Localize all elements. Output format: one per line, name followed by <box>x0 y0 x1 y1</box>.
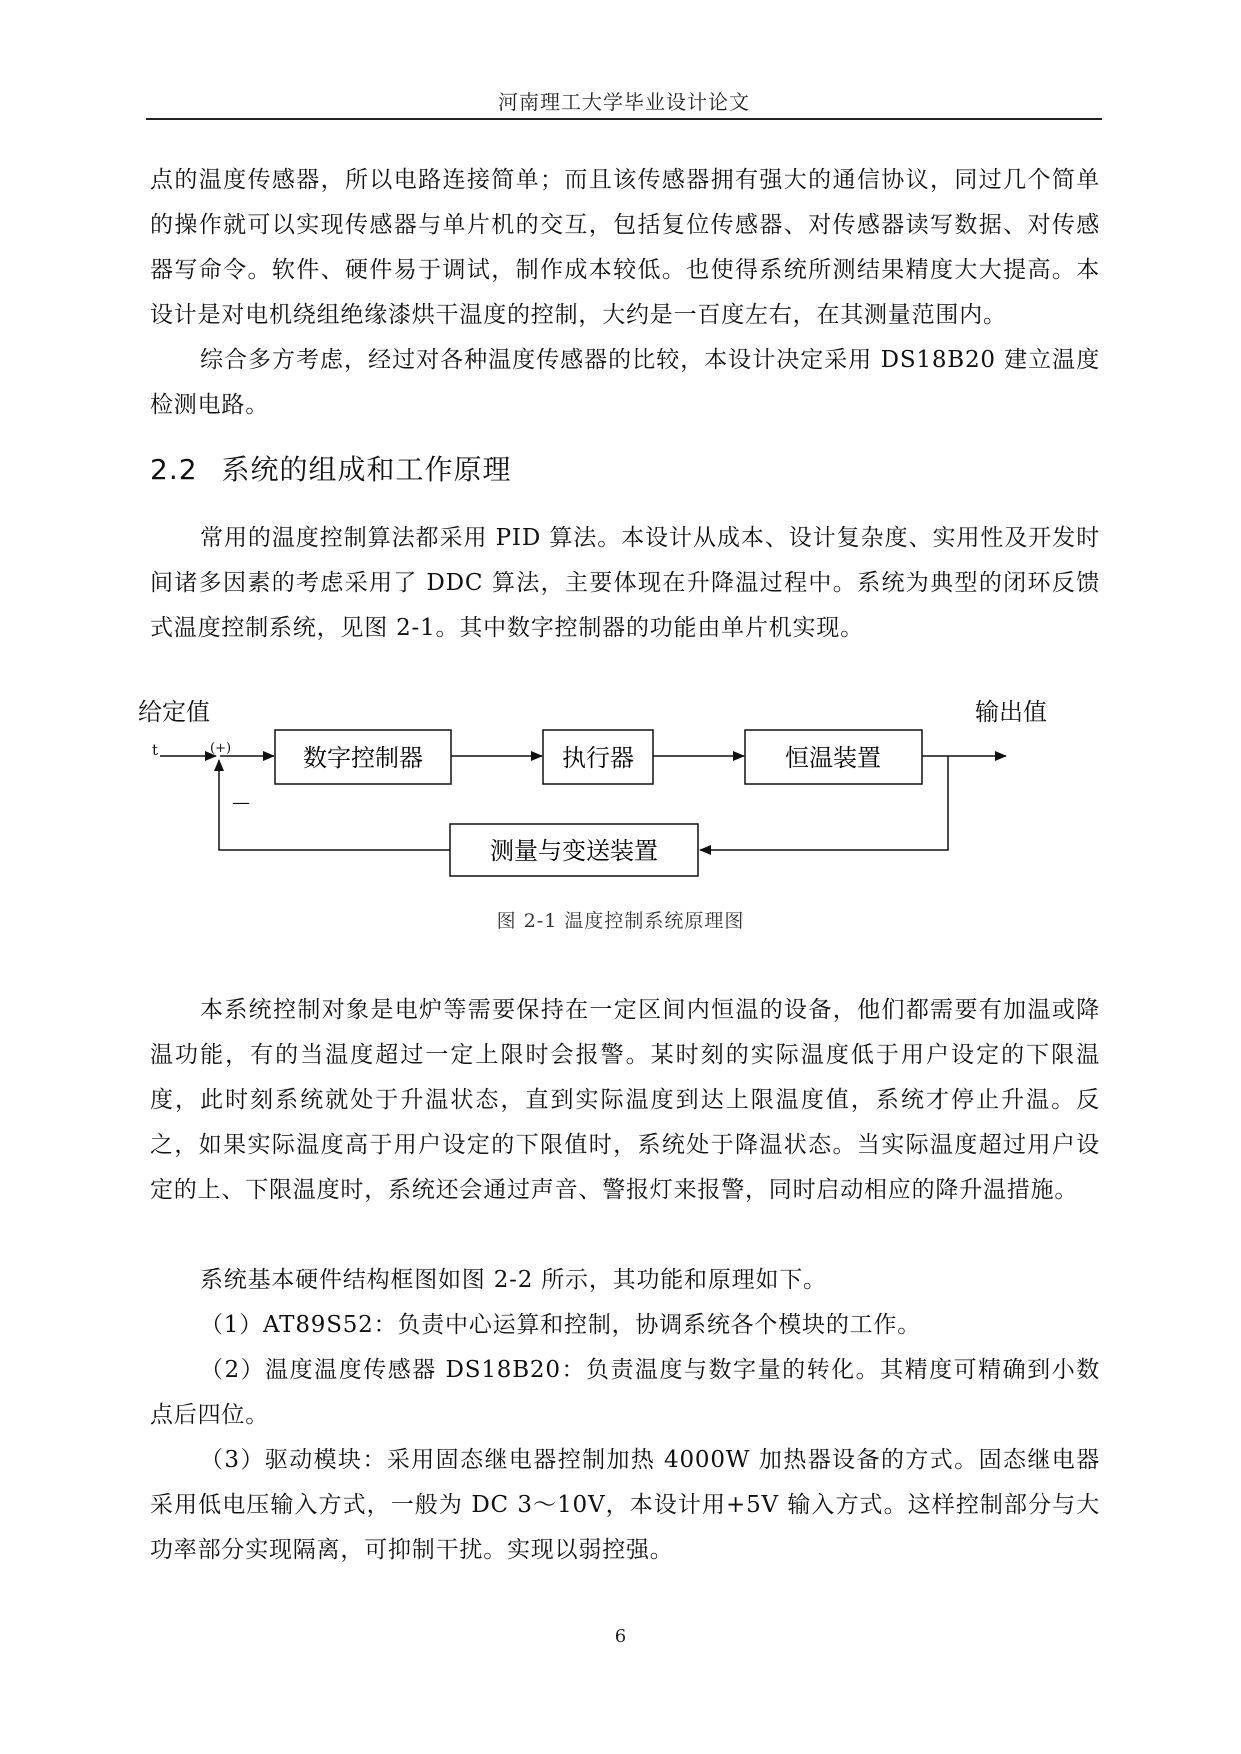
actuator-block-label: 执行器 <box>562 744 634 772</box>
figure-caption: 图 2-1 温度控制系统原理图 <box>496 910 745 932</box>
plant-block-label: 恒温装置 <box>785 744 881 772</box>
input-symbol: t <box>152 741 159 759</box>
feedback-block-label: 测量与变送装置 <box>490 837 658 865</box>
controller-block-label: 数字控制器 <box>303 744 423 772</box>
header-rule <box>146 118 1102 120</box>
input-label: 给定值 <box>138 698 210 726</box>
summing-minus-sign: — <box>232 792 250 813</box>
paragraph-control-object: 本系统控制对象是电炉等需要保持在一定区间内恒温的设备，他们都需要有加温或降温功能，有的当温度超过一定上限时会报警。某时刻的实际温度低于用户设定的下限温度，此时刻系统就处于升温状态，直到实际温度到达上限温度值，系统才停止升温。反之，如果实际温度高于用户设定的下限值时，系统处于降温状态。当实际温度超过用户设定的上、下限温度时，系统还会通过声音、警报灯来报警，同时启动相应的降升温措施。 <box>150 997 1100 1203</box>
output-label: 输出值 <box>975 698 1047 726</box>
section-number: 2.2 <box>150 453 198 486</box>
list-item-mcu: （1）AT89S52：负责中心运算和控制，协调系统各个模块的工作。 <box>200 1312 922 1338</box>
control-system-diagram <box>0 690 1241 900</box>
running-header: 河南理工大学毕业设计论文 <box>498 90 750 114</box>
list-item-driver: （3）驱动模块：采用固态继电器控制加热 4000W 加热器设备的方式。固态继电器采用低电压输入方式，一般为 DC 3～10V，本设计用+5V 输入方式。这样控制部分与大功率部分实现隔离，可抑制干扰。实现以弱控强。 <box>150 1447 1100 1563</box>
summing-plus-sign: (+) <box>210 741 232 756</box>
paragraph-section-intro: 常用的温度控制算法都采用 PID 算法。本设计从成本、设计复杂度、实用性及开发时间诸多因素的考虑采用了 DDC 算法，主要体现在升降温过程中。系统为典型的闭环反馈式温度控制系统，见图 2-1。其中数字控制器的功能由单片机实现。 <box>150 525 1100 641</box>
list-item-sensor: （2）温度温度传感器 DS18B20：负责温度与数字量的转化。其精度可精确到小数点后四位。 <box>150 1357 1100 1428</box>
paragraph-hardware-intro: 系统基本硬件结构框图如图 2-2 所示，其功能和原理如下。 <box>200 1267 827 1293</box>
paragraph-sensor-choice: 综合多方考虑，经过对各种温度传感器的比较，本设计决定采用 DS18B20 建立温度检测电路。 <box>150 347 1100 418</box>
paragraph-sensor-summary: 点的温度传感器，所以电路连接简单；而且该传感器拥有强大的通信协议，同过几个简单的操作就可以实现传感器与单片机的交互，包括复位传感器、对传感器读写数据、对传感器写命令。软件、硬件易于调试，制作成本较低。也使得系统所测结果精度大大提高。本设计是对电机绕组绝缘漆烘干温度的控制，大约是一百度左右，在其测量范围内。 <box>150 167 1100 328</box>
section-heading <box>150 448 511 488</box>
section-title: 系统的组成和工作原理 <box>221 453 512 486</box>
page-number: 6 <box>614 1626 627 1647</box>
